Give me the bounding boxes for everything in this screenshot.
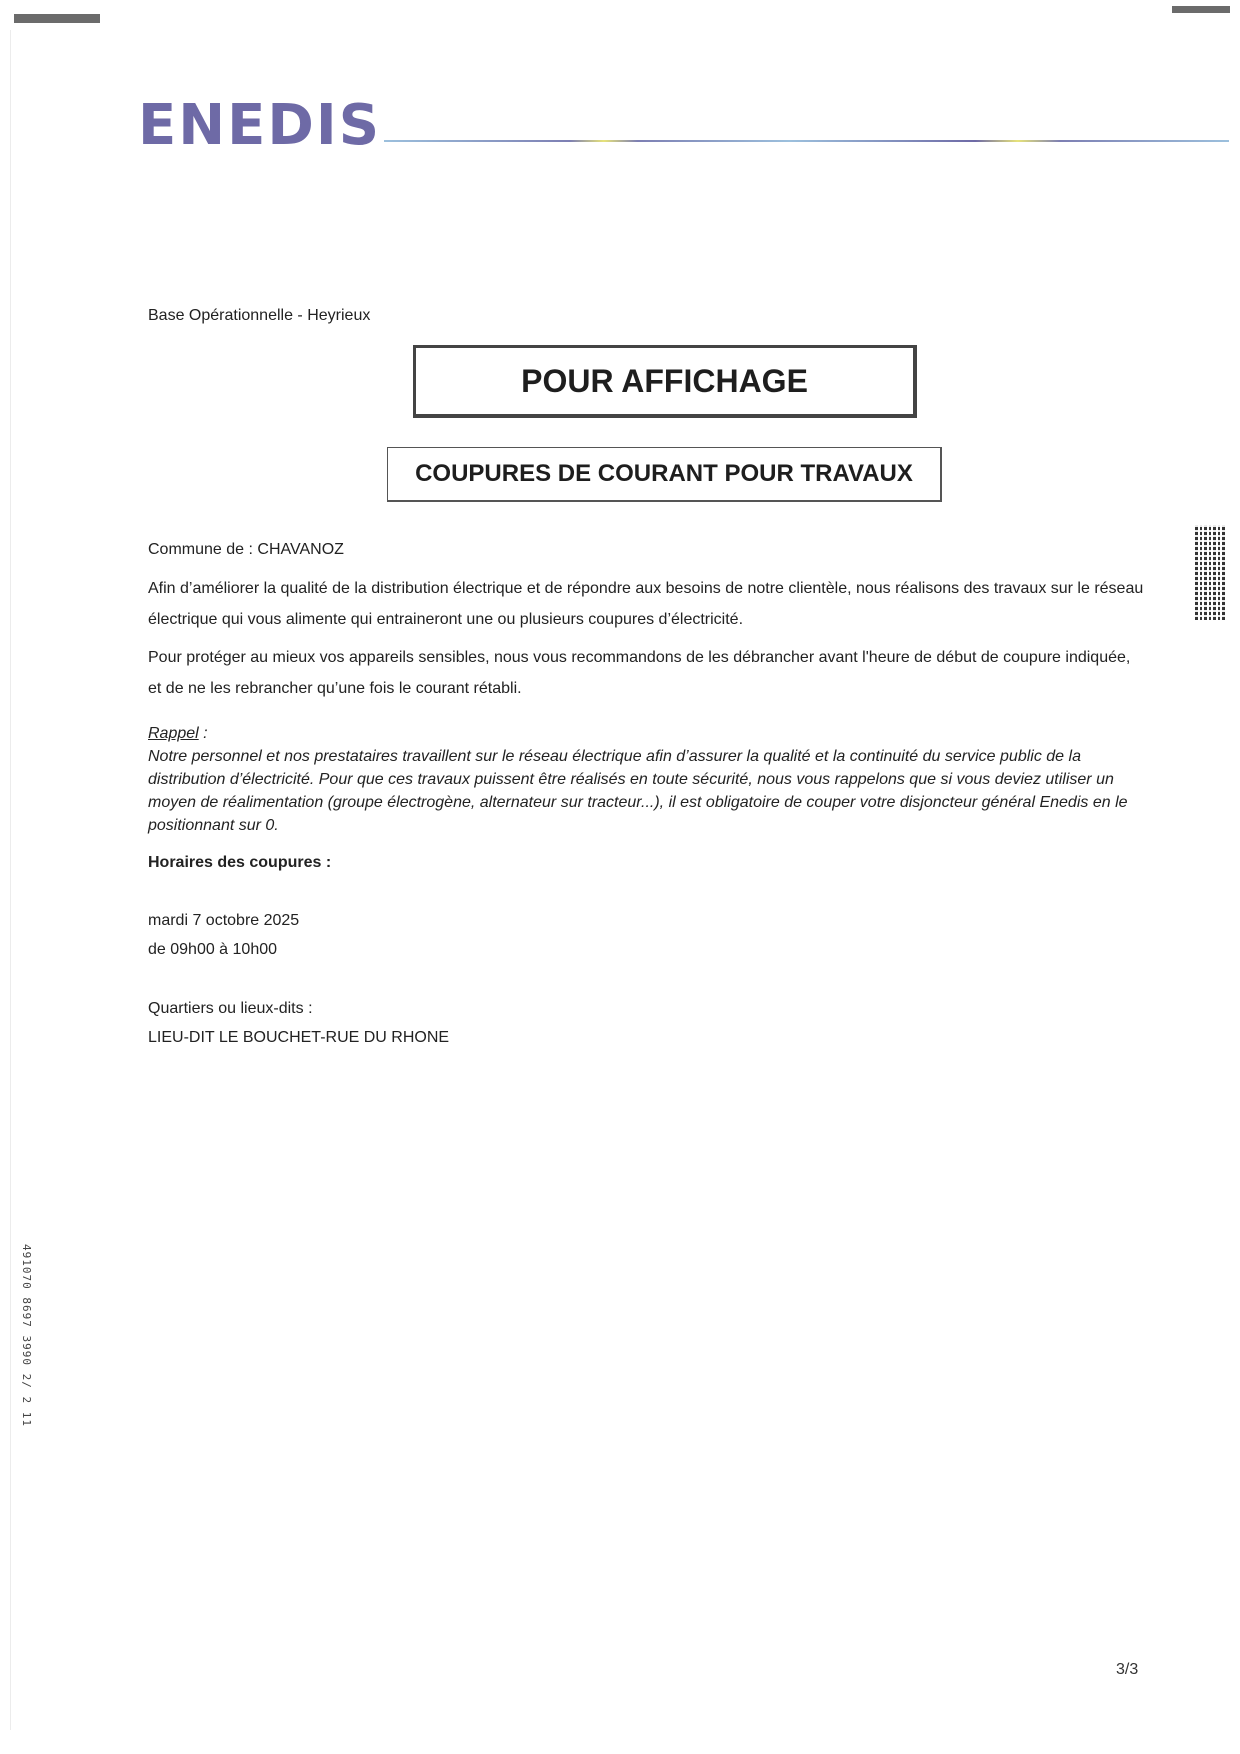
paragraph-protect: Pour protéger au mieux vos appareils sensibles, nous vous recommandons de les débrancher avant l'heure de début de coupure indiquée, et de ne les rebrancher qu’une fois le courant rétabli. <box>148 649 1131 697</box>
horaires-time: de 09h00 à 10h00 <box>148 941 278 958</box>
scan-mark-left <box>14 14 100 23</box>
rappel-block <box>148 722 1148 837</box>
pour-affichage-box <box>413 345 917 418</box>
commune-label: Commune de : CHAVANOZ <box>148 541 344 558</box>
side-reference-code: 491070 8697 3990 2/ 2 11 <box>20 1244 33 1427</box>
coupures-title: COUPURES DE COURANT POUR TRAVAUX <box>415 460 913 487</box>
pour-affichage-title: POUR AFFICHAGE <box>521 362 808 399</box>
horaires-date: mardi 7 octobre 2025 <box>148 912 300 929</box>
enedis-logo: ENEDIS <box>138 93 382 158</box>
scan-edge <box>10 30 11 1730</box>
paragraph-intro: Afin d’améliorer la qualité de la distribution électrique et de répondre aux besoins de notre clientèle, nous réalisons des travaux sur le réseau électrique qui vous alimente qui entraineront une ou plusieurs coupures d’électricité. <box>148 580 1144 628</box>
qr-code-icon <box>1195 525 1227 620</box>
rappel-text: Notre personnel et nos prestataires travaillent sur le réseau électrique afin d’assurer la qualité et la continuité du service public de la distribution d’électricité. Pour que ces travaux puissent être réalisés en toute sécurité, nous vous rappelons que si vous deviez utiliser un moyen de réalimentation (groupe électrogène, alternateur sur tracteur...), il est obligatoire de couper votre disjoncteur général Enedis en le positionnant sur 0. <box>148 748 1128 834</box>
quartiers-value: LIEU-DIT LE BOUCHET-RUE DU RHONE <box>148 1029 450 1046</box>
scan-mark-right <box>1172 6 1230 13</box>
rappel-heading <box>148 722 1148 745</box>
horaires-title: Horaires des coupures : <box>148 854 332 871</box>
base-operationnelle: Base Opérationnelle - Heyrieux <box>148 307 371 324</box>
rappel-label: Rappel <box>148 725 199 742</box>
coupures-box <box>387 447 942 502</box>
page-number: 3/3 <box>1116 1661 1139 1678</box>
quartiers-label: Quartiers ou lieux-dits : <box>148 1000 313 1017</box>
logo-divider-line <box>384 140 1229 142</box>
rappel-colon: : <box>198 725 208 742</box>
